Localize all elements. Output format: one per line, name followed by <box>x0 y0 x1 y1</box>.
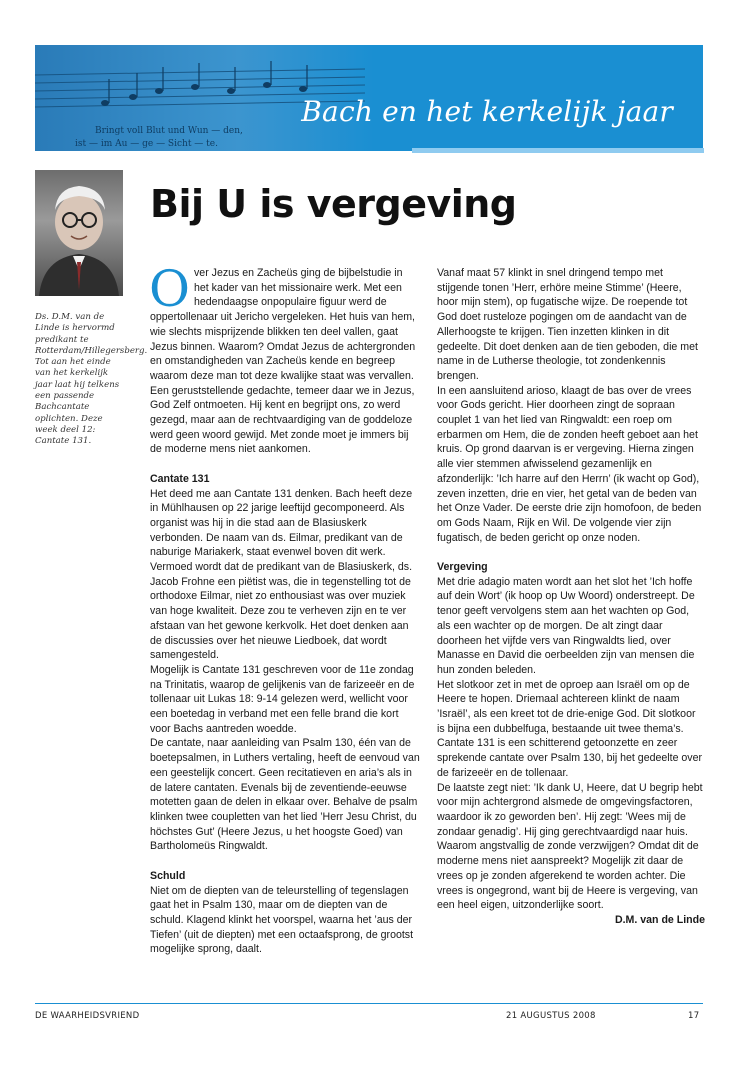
article-headline: Bij U is vergeving <box>150 182 517 226</box>
score-lyric-2: ist — im Au — ge — Sicht — te. <box>75 139 218 149</box>
drop-cap: O <box>149 260 190 318</box>
publication-name: DE WAARHEIDSVRIEND <box>35 1011 140 1021</box>
body-paragraph: Het slotkoor zet in met de oproep aan Israël om op de Heere te hopen. Driemaal achtereen klinkt de naam ’Israël’, als een kreet tot de drie-enige God. Dit slotkoor is bijna een dubbelfuga, bestaande uit twee thema’s. Cantate 131 is een schitterend getoonzette en zeer sprekende cantate over Psalm 130, bij het gedeelte over de farizeeër en de tollenaar. <box>437 678 703 779</box>
footer-divider <box>35 1003 703 1004</box>
body-paragraph: Vanaf maat 57 klinkt in snel dringend tempo met stijgende tonen ’Herr, erhöre meine Stimme’ (Heere, hoor mijn stem), op fugatische wijze. De roepende tot God doet rusteloze pogingen om de aandacht van de Allerhoogste te krijgen. Tien inzetten klinken in dit gedeelte. Dit doet denken aan de tien geboden, die met name in de Lutherse theologie, tot zondenkennis brengen. <box>437 267 698 382</box>
author-caption: Ds. D.M. van de Linde is hervormd predikant te Rotterdam/Hillegersberg. Tot aan het einde van het kerkelijk jaar laat hij telkens een passende Bachcantate oplichten. Deze week deel 12: Cantate 131. <box>35 312 148 447</box>
section-heading-schuld: Schuld <box>150 869 186 882</box>
section-heading-cantate: Cantate 131 <box>150 472 210 485</box>
intro-text: ver Jezus en Zacheüs ging de bijbelstudie in het kader van het missionaire werk. Met een hedendaagse onpopulaire figuur werd de oppertollenaar uit Jericho vergeleken. Het huis van hem, wie slechts misprijzende blikken ten deel vallen, gaat Jezus binnen. Waarom? Omdat Jezus de achtergronden en omstandigheden van Zacheüs kende en begreep waarom deze man tot deze kwalijke staat was vervallen. Een geruststellende gedachte, temeer daar we in Jezus, God Zelf ontmoeten. Hij kent en begrijpt ons, zo werd gezegd, maar aan de rechtvaardiging van de goddeloze werd geen woord gewijd. Met zonde moet je immers bij de moderne mens niet aankomen. <box>150 267 416 456</box>
banner-accent-stripe <box>412 148 704 153</box>
section-title: Bach en het kerkelijk jaar <box>301 95 673 128</box>
body-paragraph: Met drie adagio maten wordt aan het slot het ’Ich hoffe auf dein Wort’ (ik hoop op Uw Woord) onderstreept. De tenor geeft vervolgens stem aan het wachten op God, als een wachter op de morgen. De alt zingt daar doorheen het vijfde vers van Ringwaldts lied, over Manasse en David die oerbeelden zijn van mensen die hun zonden beleden. <box>437 575 695 676</box>
portrait-illustration <box>35 170 123 296</box>
article-column-2 <box>437 266 705 928</box>
issue-date: 21 AUGUSTUS 2008 <box>506 1011 596 1021</box>
body-paragraph: Mogelijk is Cantate 131 geschreven voor de 11e zondag na Trinitatis, waarop de gelijkenis van de farizeeër en de tollenaar uit Lukas 18: 9-14 gelezen werd, wellicht voor een boetedag in verband met een felle brand die kort voor Bachs aantreden woedde. <box>150 663 415 735</box>
article-column-1 <box>149 260 420 957</box>
score-lyric-1: Bringt voll Blut und Wun — den, <box>95 126 243 136</box>
page-number: 17 <box>688 1011 700 1021</box>
body-paragraph: Het deed me aan Cantate 131 denken. Bach heeft deze in Mühlhausen op 22 jarige leeftijd gecomponeerd. Als organist was hij in die stad aan de Blasiuskerk verbonden. De naam van ds. Eilmar, predikant van de naburige Mariakerk, staat evenwel boven dit werk. Vermoed wordt dat de predikant van de Blasiuskerk, ds. Jacob Frohne een piëtist was, die in tegenstelling tot de orthodoxe Eilmar, niet zo enthousiast was over muziek van hoge kwaliteit. Deze zou te verheven zijn en te ver afstaan van het gewone kerkvolk. Het doet denken aan de discussies over het nieuwe Liedboek, dat wordt samengesteld. <box>150 487 413 662</box>
body-paragraph: Niet om de diepten van de teleurstelling of tegenslagen gaat het in Psalm 130, maar om de diepten van de schuld. Klagend klinkt het voorspel, waarna het ’aus der Tiefen’ (uit de diepten) met een octaafsprong, de grootst mogelijke sprong, daalt. <box>150 884 414 956</box>
header-banner <box>35 45 703 151</box>
body-paragraph: In een aansluitend arioso, klaagt de bas over de vrees voor Gods gericht. Hier doorheen zingt de sopraan couplet 1 van het lied van Ringwaldt: een roep om erbarmen om Hem, die de zonden heeft geboet aan het kruis. Op grond daarvan is er vergeving. Hierna zingen alle vier stemmen afwisselend gezamenlijk en afzonderlijk: ’Ich harre auf den Herrn’ (ik wacht op God), zeven inzetten, drie en vier, het getal van de beden van het Onze Vader. De eerste drie zijn homofoon, de beden om Gods Naam, Rijk en Wil. De volgende vier zijn fugatisch, de beden gericht op onze noden. <box>437 384 702 544</box>
body-paragraph: De cantate, naar aanleiding van Psalm 130, één van de boetepsalmen, in Luthers vertaling, heeft de eenvoud van een geestelijk concert. Geen recitatieven en aria’s als in de latere cantaten. Evenals bij de zeventiende-eeuwse motetten gaan de delen in elkaar over. Behalve de psalm klinken twee coupletten van het lied ’Herr Jesu Christ, du höchstes Gut’ (Heere Jezus, u het hoogste Goed) van Bartholomeüs Ringwaldt. <box>150 737 420 853</box>
section-heading-vergeving: Vergeving <box>437 561 488 574</box>
body-paragraph: De laatste zegt niet: ’Ik dank U, Heere, dat U begrip hebt voor mijn achtergrond alsmede de omgevingsfactoren, waardoor ik zo geworden ben’. Hij zegt: ’Wees mij de zondaar genadig’. Hij ging gerechtvaardigd naar huis. <box>437 781 703 838</box>
intro-paragraph <box>149 260 420 457</box>
body-paragraph: Waarom angstvallig de zonde verzwijgen? Omdat dit de moderne mens niet aanspreekt? Mogelijk zit daar de vrees op je zonden afgerekend te worden achter. Die vrees is ongegrond, want bij de Heere is vergeving, van een heel eigen, uitzonderlijke soort. <box>437 840 699 912</box>
author-signature: D.M. van de Linde <box>614 913 705 926</box>
author-photo <box>35 170 123 296</box>
